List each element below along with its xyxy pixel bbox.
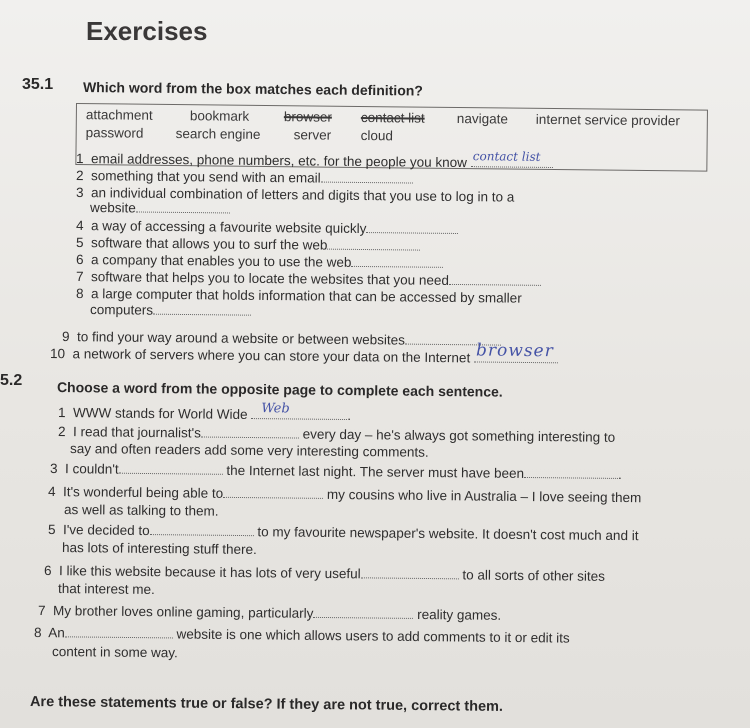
box-word-isp: internet service provider <box>535 111 681 129</box>
page-title: Exercises <box>86 16 208 46</box>
box-word-browser: browser <box>283 109 332 125</box>
sentence-8-cont: content in some way. <box>51 644 178 661</box>
definition-7: 7 software that helps you to locate the websites that you need <box>76 269 541 289</box>
definition-1: 1 email addresses, phone numbers, etc. for the people you know contact list <box>76 151 553 171</box>
sentence-4-cont: as well as talking to them. <box>63 502 219 519</box>
handwritten-answer-1: contact list <box>472 149 541 164</box>
sentence-7: 7 My brother loves online gaming, particularly reality games. <box>37 603 502 623</box>
box-word-password: password <box>85 125 144 141</box>
exercise-1-heading: Which word from the box matches each definition? <box>82 79 423 99</box>
exercise-1-number: 35.1 <box>22 76 54 93</box>
box-word-search-engine: search engine <box>175 126 261 142</box>
definition-2: 2 something that you send with an email <box>76 168 413 187</box>
sentence-6: 6 I like this website because it has lots of very useful to all sorts of other sites <box>43 563 606 584</box>
box-word-navigate: navigate <box>456 110 508 127</box>
sentence-2: 2 I read that journalist's every day – he's always got something interesting to <box>57 424 616 445</box>
handwritten-answer-s1: Web <box>261 401 290 417</box>
exercise-2-number: 5.2 <box>0 372 23 389</box>
exercise-2-heading: Choose a word from the opposite page to complete each sentence. <box>56 379 503 400</box>
sentence-3: 3 I couldn't the Internet last night. The server must have been . <box>49 461 622 482</box>
definition-3: 3 an individual combination of letters and digits that you use to log in to a <box>75 185 515 205</box>
definition-8: 8 a large computer that holds information that can be accessed by smaller <box>75 286 522 306</box>
box-word-server: server <box>293 127 332 143</box>
sentence-5-cont: has lots of interesting stuff there. <box>61 540 257 558</box>
sentence-8: 8 An website is one which allows users to add comments to it or edit its <box>33 625 570 646</box>
definition-6: 6 a company that enables you to use the web <box>76 252 444 271</box>
definition-10: 10 a network of servers where you can store your data on the Internet browser <box>50 346 558 366</box>
sentence-2-cont: say and often readers add some very interesting comments. <box>69 441 429 460</box>
definition-9: 9 to find your way around a website or between websites <box>62 329 501 349</box>
box-word-attachment: attachment <box>85 107 153 123</box>
sentence-5: 5 I've decided to to my favourite newspaper's website. It doesn't cost much and it <box>47 522 639 544</box>
handwritten-answer-10: browser <box>475 340 554 362</box>
sentence-4: 4 It's wonderful being able to my cousins who live in Australia – I love seeing them <box>47 484 642 506</box>
definition-5: 5 software that allows you to surf the web <box>76 235 421 254</box>
definition-4: 4 a way of accessing a favourite website quickly <box>76 218 459 237</box>
box-word-contact-list: contact list <box>360 109 425 126</box>
sentence-1: 1 WWW stands for World Wide Web . <box>57 401 352 424</box>
box-word-bookmark: bookmark <box>189 108 250 124</box>
definition-8-cont: computers <box>90 302 251 319</box>
definition-3-cont: website <box>90 200 230 216</box>
exercise-3-heading: Are these statements true or false? If they are not true, correct them. <box>29 694 504 715</box>
box-word-cloud: cloud <box>360 127 394 144</box>
sentence-6-cont: that interest me. <box>57 581 155 598</box>
